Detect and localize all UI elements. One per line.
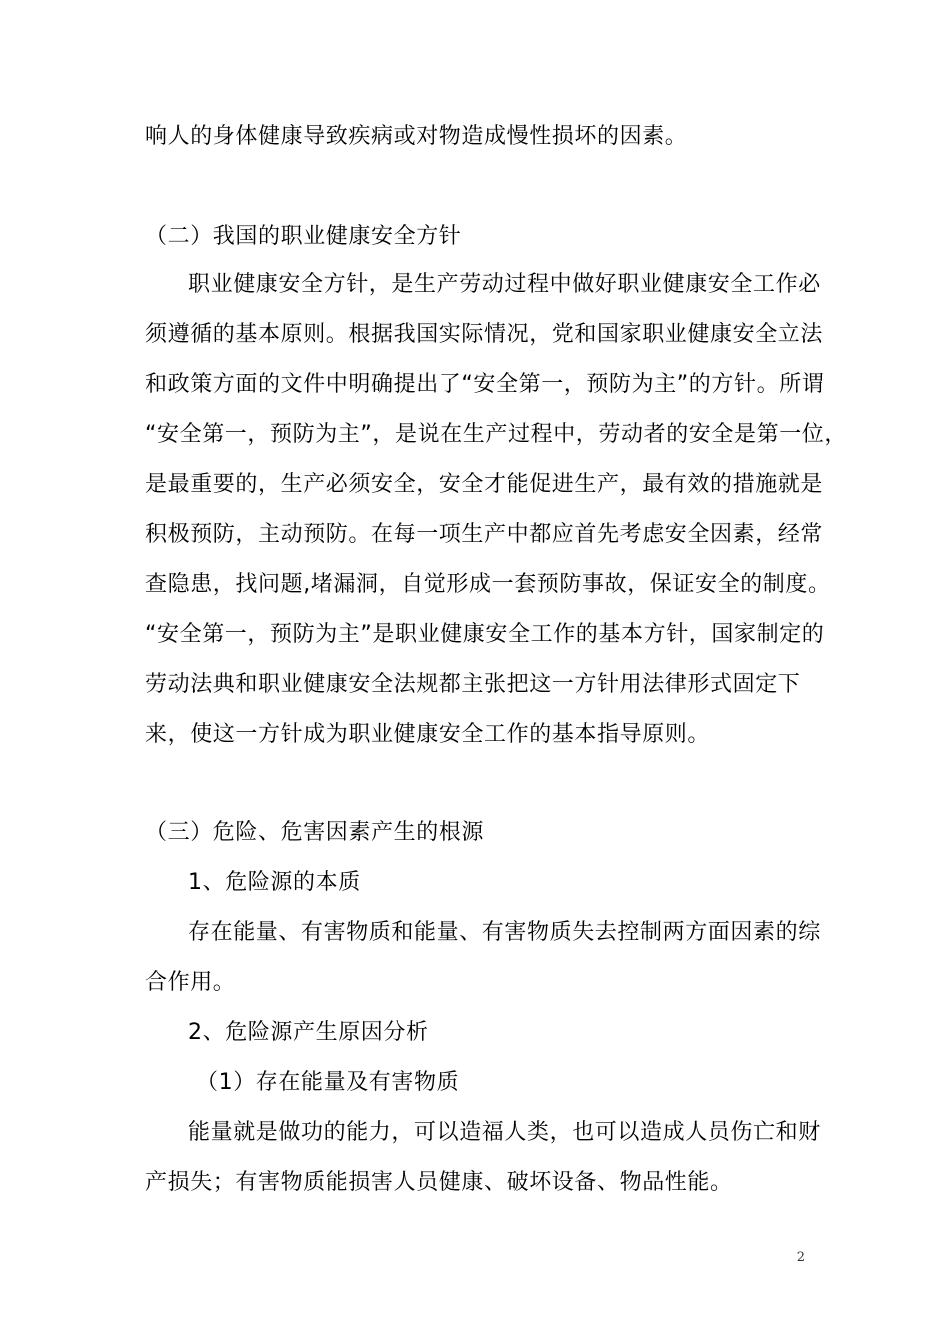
paragraph-line: 能量就是做功的能力，可以造福人类，也可以造成人员伤亡和财 — [188, 1120, 821, 1145]
page-number: 2 — [796, 1250, 805, 1265]
paragraph-line: 是最重要的，生产必须安全，安全才能促进生产，最有效的措施就是 — [145, 472, 824, 497]
paragraph-line: 来，使这一方针成为职业健康安全工作的基本指导原则。 — [145, 722, 711, 747]
section-heading: （二）我国的职业健康安全方针 — [145, 224, 462, 249]
paragraph-line: 查隐患，找问题,堵漏洞，自觉形成一套预防事故，保证安全的制度。 — [145, 572, 831, 597]
subsection-heading: 2、危险源产生原因分析 — [188, 1020, 429, 1045]
paragraph-line: “安全第一，预防为主”是职业健康安全工作的基本方针，国家制定的 — [145, 622, 825, 647]
paragraph-line: “安全第一，预防为主”，是说在生产过程中，劳动者的安全是第一位， — [145, 422, 847, 447]
paragraph-line: 职业健康安全方针，是生产劳动过程中做好职业健康安全工作必 — [188, 272, 821, 297]
paragraph-line: 合作用。 — [145, 970, 236, 995]
paragraph-line: 产损失；有害物质能损害人员健康、破坏设备、物品性能。 — [145, 1170, 733, 1195]
subsection-heading: 1、危险源的本质 — [188, 870, 361, 895]
paragraph-line: 须遵循的基本原则。根据我国实际情况，党和国家职业健康安全立法 — [145, 322, 824, 347]
paragraph-line: 和政策方面的文件中明确提出了“安全第一，预防为主”的方针。所谓 — [145, 372, 825, 397]
text-line: 响人的身体健康导致疾病或对物造成慢性损坏的因素。 — [145, 124, 688, 149]
paragraph-line: 劳动法典和职业健康安全法规都主张把这一方针用法律形式固定下 — [145, 672, 801, 697]
subsection-heading: （1）存在能量及有害物质 — [196, 1070, 460, 1095]
section-heading: （三）危险、危害因素产生的根源 — [145, 820, 485, 845]
paragraph-line: 积极预防，主动预防。在每一项生产中都应首先考虑安全因素，经常 — [145, 522, 824, 547]
paragraph-line: 存在能量、有害物质和能量、有害物质失去控制两方面因素的综 — [188, 920, 821, 945]
